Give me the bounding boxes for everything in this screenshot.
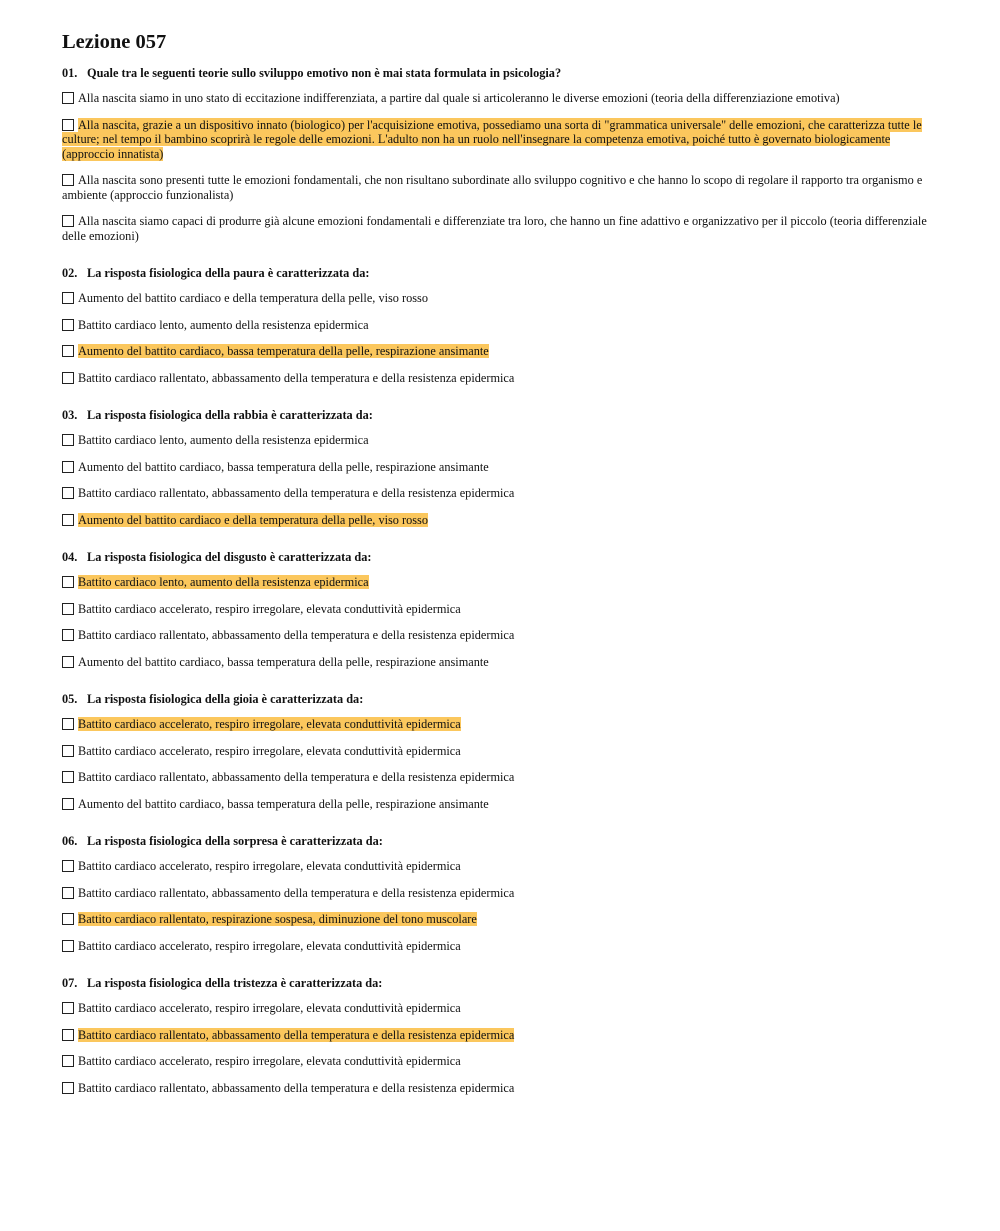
answer-option [62, 1054, 938, 1069]
question-text: La risposta fisiologica della paura è caratterizzata da: [87, 266, 370, 280]
question-block [62, 692, 938, 811]
checkbox-icon[interactable] [62, 771, 74, 783]
question-number: 07. [62, 976, 78, 990]
question-number: 03. [62, 408, 78, 422]
answer-text-highlighted: Battito cardiaco accelerato, respiro irregolare, elevata conduttività epidermica [78, 717, 461, 731]
answer-option [62, 1001, 938, 1016]
answer-text: Aumento del battito cardiaco, bassa temperatura della pelle, respirazione ansimante [78, 796, 489, 811]
checkbox-icon[interactable] [62, 319, 74, 331]
checkbox-icon[interactable] [62, 913, 74, 925]
question-text: La risposta fisiologica della rabbia è caratterizzata da: [87, 408, 373, 422]
question-title [62, 692, 938, 707]
answer-text: Alla nascita siamo capaci di produrre già alcune emozioni fondamentali e differenziate tra loro, che hanno un fine adattivo e organizzativo per il piccolo (teoria differenziale delle emozioni) [62, 214, 927, 243]
question-number: 04. [62, 550, 78, 564]
answer-text: Battito cardiaco accelerato, respiro irregolare, elevata conduttività epidermica [78, 743, 461, 758]
answer-text: Aumento del battito cardiaco, bassa temperatura della pelle, respirazione ansimante [78, 654, 489, 669]
checkbox-icon[interactable] [62, 798, 74, 810]
checkbox-icon[interactable] [62, 174, 74, 186]
checkbox-icon[interactable] [62, 887, 74, 899]
answer-text: Battito cardiaco rallentato, abbassamento della temperatura e della resistenza epidermica [78, 628, 515, 642]
question-title [62, 408, 938, 423]
answer-option [62, 575, 938, 590]
answer-option [62, 486, 938, 501]
checkbox-icon[interactable] [62, 629, 74, 641]
checkbox-icon[interactable] [62, 514, 74, 526]
question-title [62, 266, 938, 281]
checkbox-icon[interactable] [62, 1082, 74, 1094]
question-block [62, 976, 938, 1095]
checkbox-icon[interactable] [62, 487, 74, 499]
checkbox-icon[interactable] [62, 345, 74, 357]
question-text: La risposta fisiologica della tristezza è caratterizzata da: [87, 976, 383, 990]
question-title [62, 66, 938, 81]
question-text: La risposta fisiologica della sorpresa è caratterizzata da: [87, 834, 383, 848]
answer-option [62, 1081, 938, 1096]
checkbox-icon[interactable] [62, 656, 74, 668]
question-title [62, 834, 938, 849]
checkbox-icon[interactable] [62, 92, 74, 104]
answer-option [62, 770, 938, 785]
checkbox-icon[interactable] [62, 576, 74, 588]
page-title: Lezione 057 [62, 31, 167, 53]
answer-option [62, 912, 938, 927]
answer-text: Alla nascita siamo in uno stato di eccitazione indifferenziata, a partire dal quale si articoleranno le diverse emozioni (teoria della differenziazione emotiva) [78, 91, 840, 105]
answer-text-highlighted: Alla nascita, grazie a un dispositivo innato (biologico) per l'acquisizione emotiva, possediamo una sorta di "grammatica universale" delle emozioni, che caratterizza tutte le culture; nel tempo il bambino scoprirà le regole delle emozioni. L'adulto non ha un ruolo nell'insegnare la competenza emotiva, poiché tutto è governato biologicamente (approccio innatista) [62, 117, 922, 161]
checkbox-icon[interactable] [62, 603, 74, 615]
question-title [62, 550, 938, 565]
checkbox-icon[interactable] [62, 860, 74, 872]
checkbox-icon[interactable] [62, 372, 74, 384]
answer-option [62, 291, 938, 306]
answer-text: Battito cardiaco accelerato, respiro irregolare, elevata conduttività epidermica [78, 859, 461, 873]
answer-option [62, 118, 938, 162]
checkbox-icon[interactable] [62, 434, 74, 446]
answer-option [62, 371, 938, 386]
answer-option [62, 744, 938, 759]
checkbox-icon[interactable] [62, 1002, 74, 1014]
checkbox-icon[interactable] [62, 1055, 74, 1067]
question-block [62, 408, 938, 527]
answer-option [62, 1028, 938, 1043]
answer-option [62, 460, 938, 475]
answer-option [62, 318, 938, 333]
answer-option [62, 173, 938, 202]
answer-text: Battito cardiaco rallentato, abbassamento della temperatura e della resistenza epidermica [78, 486, 515, 500]
document-page [62, 30, 938, 1118]
question-number: 05. [62, 692, 78, 706]
answer-text: Battito cardiaco lento, aumento della resistenza epidermica [78, 317, 369, 332]
question-text: Quale tra le seguenti teorie sullo sviluppo emotivo non è mai stata formulata in psicologia? [87, 66, 562, 80]
answer-text: Aumento del battito cardiaco e della temperatura della pelle, viso rosso [78, 291, 428, 305]
answer-option [62, 797, 938, 812]
answer-option [62, 602, 938, 617]
answer-text-highlighted: Aumento del battito cardiaco, bassa temperatura della pelle, respirazione ansimante [78, 344, 489, 358]
answer-text: Battito cardiaco accelerato, respiro irregolare, elevata conduttività epidermica [78, 601, 461, 616]
question-title [62, 976, 938, 991]
answer-option [62, 655, 938, 670]
question-number: 06. [62, 834, 78, 848]
answer-text: Battito cardiaco rallentato, abbassamento della temperatura e della resistenza epidermica [78, 370, 515, 385]
answer-option [62, 939, 938, 954]
checkbox-icon[interactable] [62, 119, 74, 131]
question-block [62, 66, 938, 243]
question-number: 01. [62, 66, 78, 80]
question-text: La risposta fisiologica della gioia è caratterizzata da: [87, 692, 364, 706]
question-number: 02. [62, 266, 78, 280]
answer-text: Battito cardiaco lento, aumento della resistenza epidermica [78, 433, 369, 447]
answer-text: Battito cardiaco rallentato, abbassamento della temperatura e della resistenza epidermica [78, 770, 515, 784]
checkbox-icon[interactable] [62, 215, 74, 227]
answer-option [62, 214, 938, 243]
checkbox-icon[interactable] [62, 745, 74, 757]
question-block [62, 550, 938, 669]
answer-option [62, 628, 938, 643]
answer-text: Aumento del battito cardiaco, bassa temperatura della pelle, respirazione ansimante [78, 459, 489, 474]
answer-text-highlighted: Battito cardiaco lento, aumento della resistenza epidermica [78, 575, 369, 589]
answer-text-highlighted: Aumento del battito cardiaco e della temperatura della pelle, viso rosso [78, 512, 428, 527]
question-block [62, 834, 938, 953]
checkbox-icon[interactable] [62, 292, 74, 304]
answer-text: Battito cardiaco accelerato, respiro irregolare, elevata conduttività epidermica [78, 1054, 461, 1068]
answer-text-highlighted: Battito cardiaco rallentato, abbassamento della temperatura e della resistenza epidermica [78, 1027, 515, 1042]
answer-text-highlighted: Battito cardiaco rallentato, respirazione sospesa, diminuzione del tono muscolare [78, 912, 477, 926]
answer-option [62, 886, 938, 901]
answer-option [62, 91, 938, 106]
answer-option [62, 433, 938, 448]
answer-text: Battito cardiaco rallentato, abbassamento della temperatura e della resistenza epidermica [78, 1080, 515, 1095]
checkbox-icon[interactable] [62, 461, 74, 473]
answer-text: Battito cardiaco accelerato, respiro irregolare, elevata conduttività epidermica [78, 938, 461, 953]
answer-option [62, 344, 938, 359]
checkbox-icon[interactable] [62, 718, 74, 730]
question-block [62, 266, 938, 385]
answer-option [62, 859, 938, 874]
answer-text: Battito cardiaco rallentato, abbassamento della temperatura e della resistenza epidermica [78, 885, 515, 900]
answer-option [62, 513, 938, 528]
answer-option [62, 717, 938, 732]
question-text: La risposta fisiologica del disgusto è caratterizzata da: [87, 550, 372, 564]
answer-text: Battito cardiaco accelerato, respiro irregolare, elevata conduttività epidermica [78, 1001, 461, 1015]
checkbox-icon[interactable] [62, 940, 74, 952]
checkbox-icon[interactable] [62, 1029, 74, 1041]
answer-text: Alla nascita sono presenti tutte le emozioni fondamentali, che non risultano subordinate allo sviluppo cognitivo e che hanno lo scopo di regolare il rapporto tra organismo e ambiente (approccio funzionalista) [62, 173, 923, 202]
question-list [62, 66, 938, 1095]
